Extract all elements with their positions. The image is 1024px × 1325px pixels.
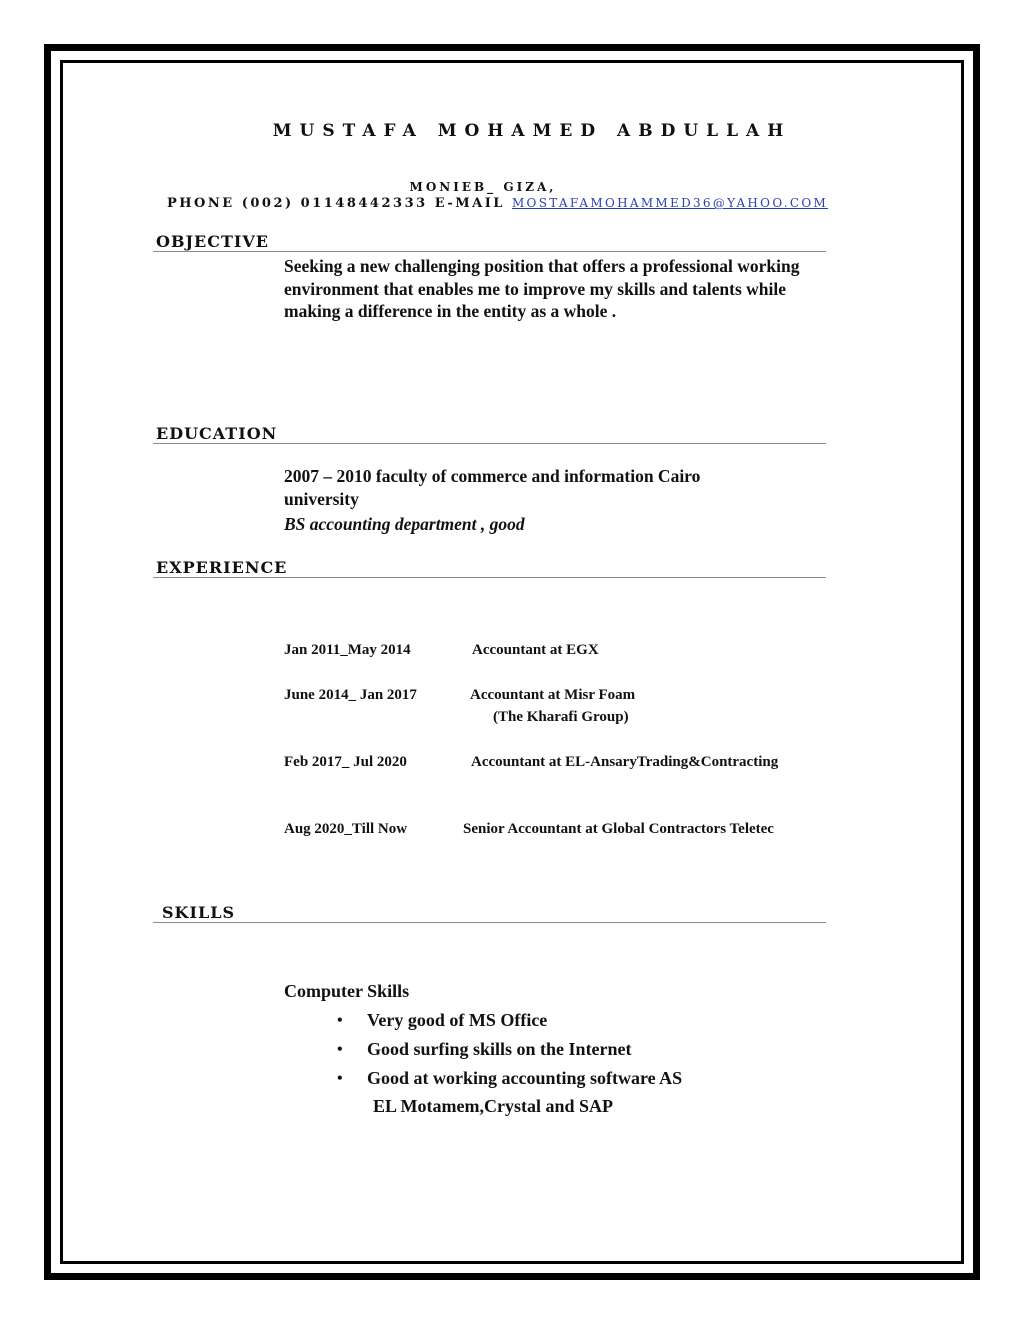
experience-period: Feb 2017_ Jul 2020 (284, 754, 407, 770)
address: MONIEB_ GIZA, (409, 180, 557, 194)
experience-period: Aug 2020_Till Now (284, 821, 408, 837)
bullet-icon: • (337, 1070, 343, 1087)
experience-period: Jan 2011_May 2014 (284, 642, 411, 658)
section-heading-experience: EXPERIENCE (153, 558, 826, 578)
experience-role: Accountant at EL-AnsaryTrading&Contracting (471, 754, 779, 770)
bullet-icon: • (337, 1041, 343, 1058)
skill-item-continuation: EL Motamem,Crystal and SAP (373, 1096, 613, 1116)
education-degree: BS accounting department , good (284, 514, 525, 534)
skill-item: Good surfing skills on the Internet (367, 1039, 632, 1059)
bullet-icon: • (337, 1012, 343, 1029)
skill-item: Good at working accounting software AS (367, 1068, 683, 1088)
experience-role: Accountant at Misr Foam (470, 687, 636, 703)
education-line-1: 2007 – 2010 faculty of commerce and information Cairo (284, 466, 701, 486)
section-heading-education: EDUCATION (153, 424, 826, 444)
section-heading-skills: SKILLS (153, 903, 826, 923)
candidate-name: MUSTAFA MOHAMED ABDULLAH (272, 121, 792, 141)
objective-text: Seeking a new challenging position that offers a professional working environment that enables me to improve my skills and talents while making a difference in the entity as a whole . (284, 256, 800, 321)
experience-period: June 2014_ Jan 2017 (284, 687, 417, 703)
contact-line (167, 196, 828, 211)
experience-role-sub: (The Kharafi Group) (493, 709, 629, 725)
email-link[interactable]: MOSTAFAMOHAMMED36@YAHOO.COM (511, 196, 829, 210)
education-line-2: university (284, 489, 359, 509)
skills-title: Computer Skills (284, 981, 410, 1001)
experience-role: Accountant at EGX (472, 642, 599, 658)
contact-phone: PHONE (002) 01148442333 E-MAIL (167, 196, 512, 211)
section-heading-objective: OBJECTIVE (153, 232, 826, 252)
skill-item: Very good of MS Office (367, 1010, 548, 1030)
experience-role: Senior Accountant at Global Contractors Teletec (463, 821, 774, 837)
